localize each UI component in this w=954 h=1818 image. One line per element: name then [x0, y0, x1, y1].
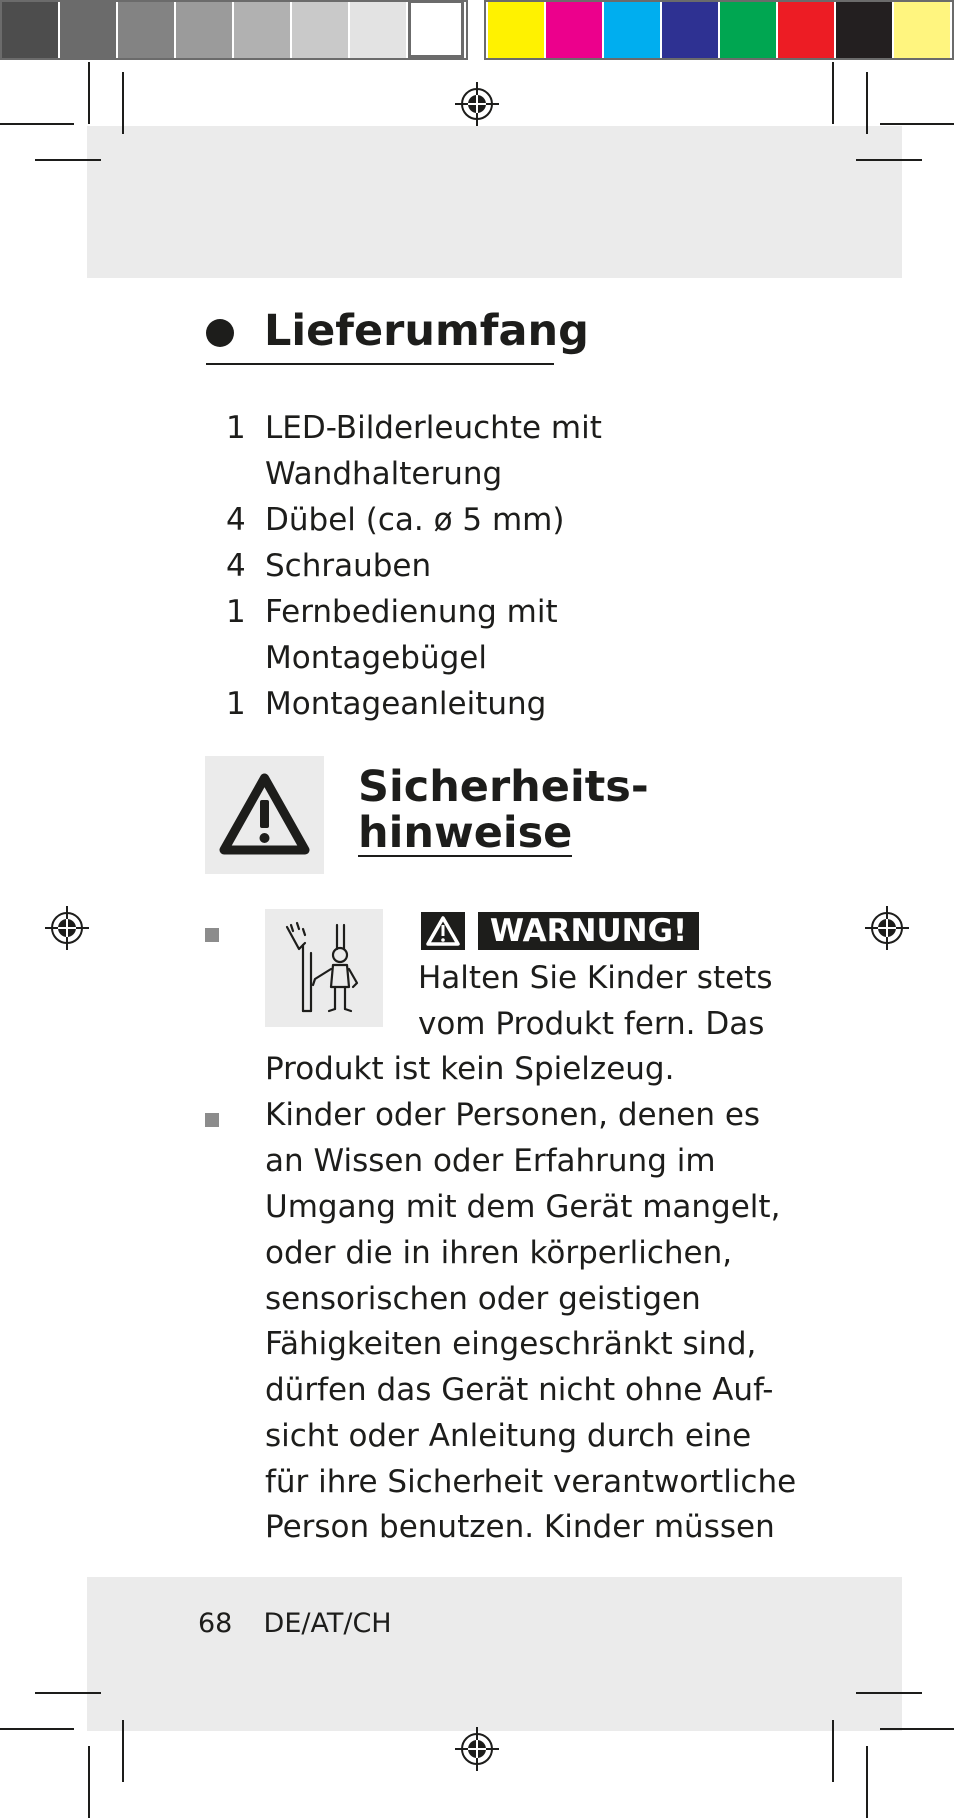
paragraph-line: oder die in ihren körperlichen,: [265, 1235, 733, 1271]
delivery-contents-list: [226, 405, 746, 727]
item-quantity: 1: [226, 594, 246, 630]
paragraph-line: Umgang mit dem Gerät mangelt,: [265, 1189, 781, 1225]
list-item: [226, 589, 746, 681]
warning-triangle-icon: [421, 912, 465, 950]
country-codes: DE/AT/CH: [263, 1608, 392, 1639]
paragraph-line: vom Produkt fern. Das: [418, 1006, 765, 1042]
footer-gray-band: [87, 1577, 902, 1731]
safety-icon-box: [205, 756, 324, 874]
paragraph-line: Halten Sie Kinder stets: [418, 960, 773, 996]
item-text: Wandhalterung: [265, 456, 503, 492]
warning-label-triangle: [421, 912, 465, 950]
section-heading-lieferumfang: [206, 305, 589, 365]
item-text: LED-Bilderleuchte mit: [265, 410, 602, 446]
list-item: [226, 497, 746, 543]
list-bullet: [205, 1113, 219, 1127]
heading-bullet-dot: [206, 319, 234, 347]
item-quantity: 1: [226, 410, 246, 446]
paragraph-line: dürfen das Gerät nicht ohne Auf-: [265, 1372, 774, 1408]
list-bullet: [205, 928, 219, 942]
item-text: Schrauben: [265, 548, 432, 584]
list-item: [226, 543, 746, 589]
section-title-line2: hinweise: [358, 808, 573, 858]
registration-mark-icon: [453, 1725, 501, 1773]
registration-mark-icon: [863, 904, 911, 952]
top-gray-band: [87, 126, 902, 278]
paragraph-line: für ihre Sicherheit verantwortliche: [265, 1464, 797, 1500]
paragraph-line: an Wissen oder Erfahrung im: [265, 1143, 716, 1179]
warning-label-text: WARNUNG!: [478, 912, 699, 950]
page-number: 68: [198, 1608, 233, 1639]
registration-mark-icon: [43, 904, 91, 952]
color-bar-frame: [484, 0, 954, 60]
paragraph-line: Kinder oder Personen, denen es: [265, 1097, 761, 1133]
item-text: Fernbedienung mit Montagebügel: [265, 594, 558, 676]
paragraph-line: sensorischen oder geistigen: [265, 1281, 701, 1317]
item-text: Dübel (ca. ø 5 mm): [265, 502, 565, 538]
section-title: Lieferumfang: [264, 306, 589, 356]
page-footer: [198, 1604, 392, 1644]
paragraph-line: Produkt ist kein Spielzeug.: [265, 1051, 675, 1087]
list-item: [226, 681, 746, 727]
paragraph-line: sicht oder Anleitung durch eine: [265, 1418, 752, 1454]
child-safety-icon: [265, 909, 383, 1027]
item-quantity: 4: [226, 548, 246, 584]
color-calibration-bar: [0, 0, 954, 62]
paragraph-line: Fähigkeiten eingeschränkt sind,: [265, 1326, 757, 1362]
child-safety-box: [265, 909, 383, 1027]
registration-mark-icon: [453, 80, 501, 128]
item-quantity: 1: [226, 686, 246, 722]
section-heading-sicherheitshinweise: [358, 764, 649, 857]
list-item: [226, 405, 746, 497]
paragraph-line: Person benutzen. Kinder müssen: [265, 1509, 775, 1545]
color-bar-frame: [0, 0, 468, 60]
item-text: Montageanleitung: [265, 686, 547, 722]
warning-triangle-icon: [205, 756, 324, 874]
item-quantity: 4: [226, 502, 246, 538]
section-title-line1: Sicherheits-: [358, 762, 649, 812]
